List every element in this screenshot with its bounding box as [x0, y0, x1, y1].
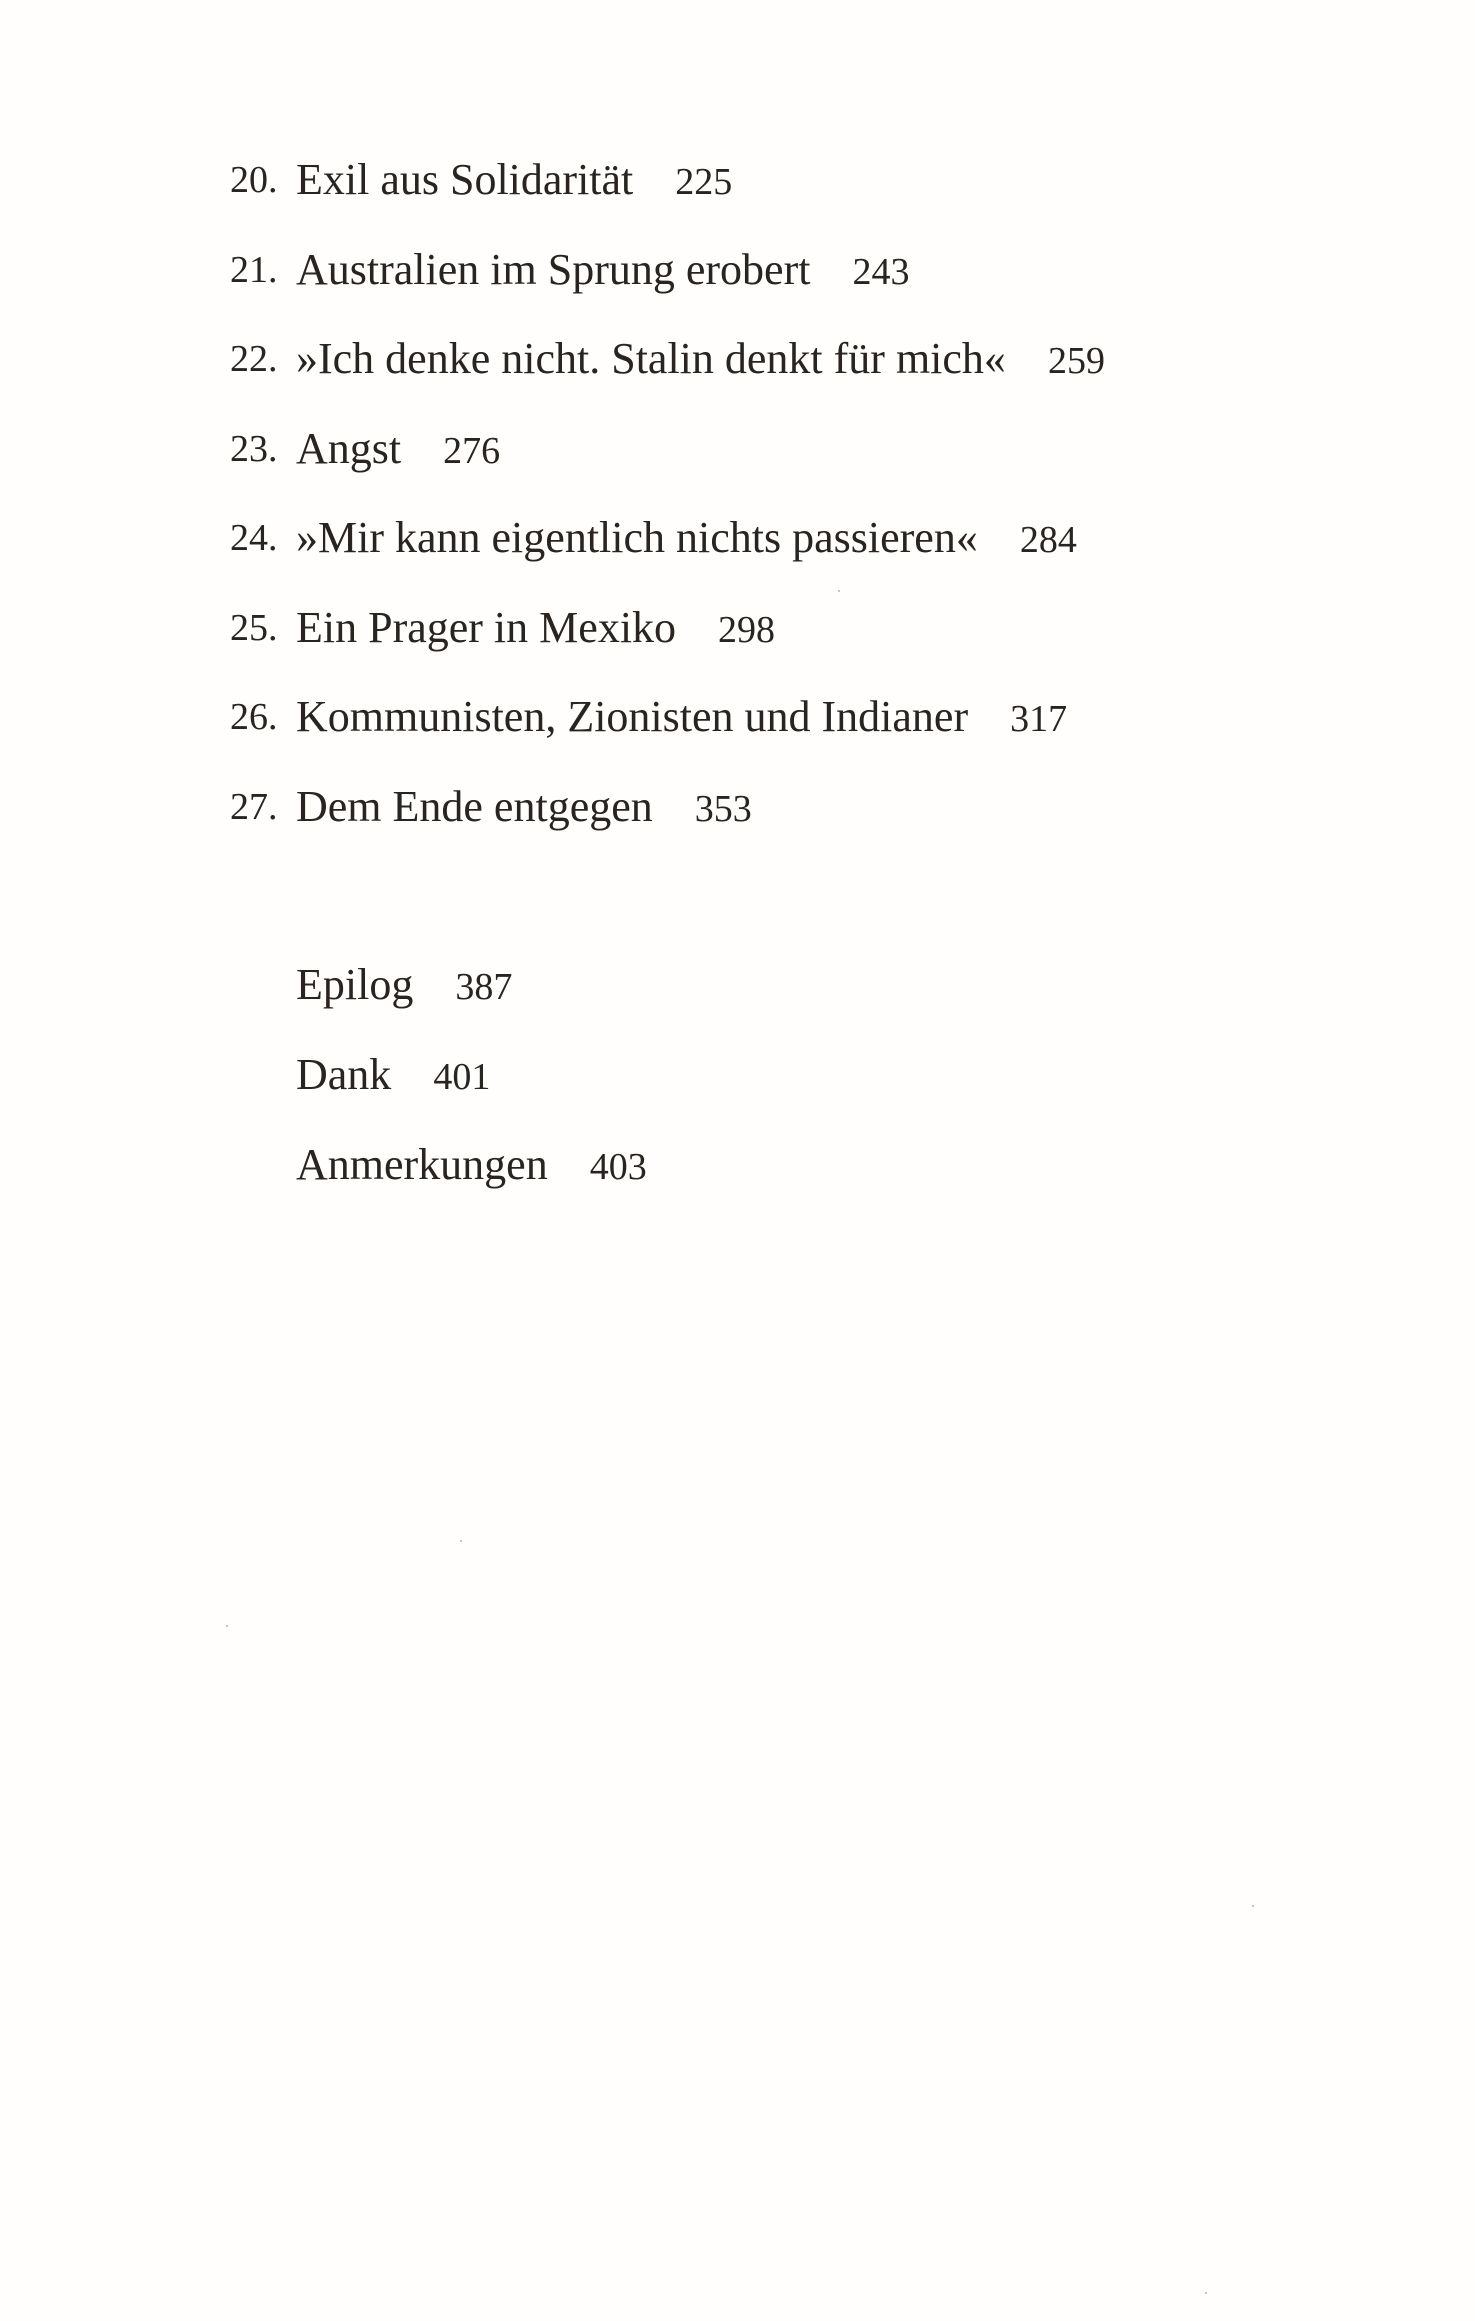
toc-entry	[230, 598, 1330, 688]
page-number: 298	[718, 608, 776, 651]
chapter-number: 25.	[230, 606, 278, 649]
table-of-contents-back-matter	[296, 955, 1196, 1225]
section-title: Epilog	[296, 960, 414, 1009]
toc-entry	[230, 419, 1330, 509]
toc-entry	[230, 240, 1330, 330]
page-number: 317	[1010, 698, 1068, 740]
chapter-title: Dem Ende entgegen	[296, 781, 653, 831]
page-number: 225	[675, 161, 733, 203]
toc-entry	[230, 329, 1330, 419]
paper-speck	[460, 1540, 462, 1542]
chapter-number: 26.	[230, 696, 278, 738]
paper-speck	[1252, 1905, 1254, 1907]
page-number: 276	[443, 429, 501, 472]
page-number: 284	[1019, 519, 1077, 561]
chapter-number: 21.	[230, 248, 278, 291]
page-number: 259	[1047, 340, 1105, 382]
chapter-title: Angst	[296, 423, 402, 473]
section-title: Dank	[296, 1050, 392, 1099]
toc-entry	[230, 508, 1330, 598]
toc-entry	[230, 687, 1330, 777]
chapter-title: Australien im Sprung erobert	[296, 244, 811, 294]
chapter-number: 23.	[230, 427, 278, 470]
toc-entry	[296, 1045, 1196, 1135]
chapter-title: »Ich denke nicht. Stalin denkt für mich«	[296, 334, 1006, 383]
chapter-number: 22.	[230, 338, 278, 380]
toc-entry	[230, 777, 1330, 867]
paper-speck	[226, 1625, 228, 1627]
section-title: Anmerkungen	[296, 1140, 548, 1189]
chapter-title: Ein Prager in Mexiko	[296, 602, 677, 652]
toc-entry	[296, 1135, 1196, 1225]
chapter-title: Exil aus Solidarität	[296, 155, 634, 204]
chapter-number: 27.	[230, 785, 278, 828]
paper-speck	[838, 590, 840, 592]
page-number: 401	[433, 1056, 491, 1098]
table-of-contents-chapters	[230, 150, 1330, 866]
chapter-number: 20.	[230, 159, 278, 201]
toc-entry	[296, 955, 1196, 1045]
page-number: 353	[694, 787, 752, 830]
chapter-number: 24.	[230, 517, 278, 559]
page-number: 243	[852, 250, 910, 293]
chapter-title: »Mir kann eigentlich nichts passieren«	[296, 513, 978, 562]
page-number: 387	[455, 966, 513, 1008]
toc-entry	[230, 150, 1330, 240]
chapter-title: Kommunisten, Zionisten und Indianer	[296, 692, 969, 741]
page-number: 403	[589, 1146, 647, 1188]
paper-speck	[1205, 2292, 1207, 2294]
